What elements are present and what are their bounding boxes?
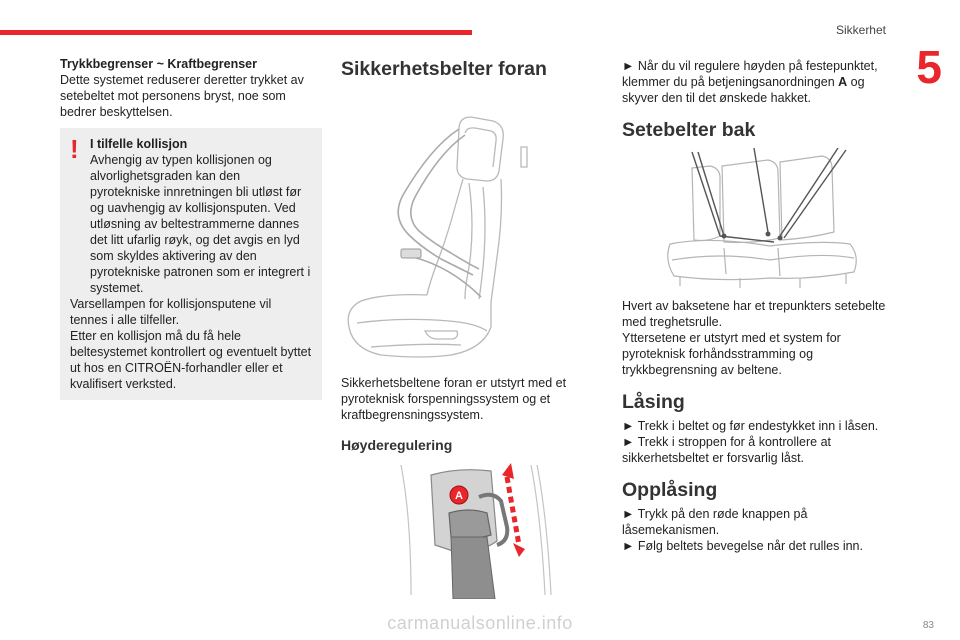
rear-belts-text-1: Hvert av baksetene har et trepunkters setebelte med treghetsrulle.: [622, 299, 886, 329]
rear-belts-text-2: Yttersetene er utstyrt med et system for pyroteknisk forhåndsstramming og trykkbegrensning av beltene.: [622, 331, 841, 377]
chapter-number: 5: [916, 41, 942, 93]
front-belts-text: Sikkerhetsbeltene foran er utstyrt med et pyroteknisk forspenningssystem og et kraftbegrensningssystem.: [341, 376, 567, 422]
instruction-key-a: A: [838, 75, 848, 89]
section-title: Sikkerhet: [835, 23, 886, 37]
top-red-bar: [0, 30, 472, 35]
height-adjuster-illustration: [341, 457, 571, 599]
locking-title: Låsing: [622, 391, 685, 413]
height-adjust-instruction: [622, 58, 887, 106]
pressure-limiter-text: Dette systemet reduserer deretter trykket av setebeltet mot personens bryst, noe som bedrer beskyttelsen.: [60, 73, 304, 119]
right-column: [622, 58, 887, 562]
instruction-text-end: og skyver den til det ønskede hakket.: [622, 75, 865, 105]
warning-title: I tilfelle kollisjon: [90, 137, 188, 151]
middle-column: [341, 57, 571, 599]
marker-a-label: A: [455, 490, 463, 502]
instruction-text-start: ► Når du vil regulere høyden på festepunktet, klemmer du på betjeningsanordningen: [622, 59, 878, 89]
locking-step-2: ► Trekk i stroppen for å kontrollere at sikkerhetsbeltet er forsvarlig låst.: [622, 435, 831, 465]
warning-paragraph-1: Avhengig av typen kollisjonen og alvorlighetsgraden kan den pyrotekniske innretningen bli utløst før og uavhengig av kollisjonsputen. Ved utløsning av beltestrammerne dannes det litt ufarlig røyk, og det avgis en lyd som skyldes aktivering av den pyrotekniske patronen som er integrert i systemet.: [90, 153, 311, 295]
warning-paragraph-2: Varsellampen for kollisjonsputene vil tennes i alle tilfeller.: [70, 297, 272, 327]
unlocking-title: Opplåsing: [622, 479, 718, 501]
warning-paragraph-3: Etter en kollisjon må du få hele beltesystemet kontrollert og eventuelt byttet ut hos en CITROËN-forhandler eller et kvalifisert verksted.: [70, 329, 312, 391]
unlocking-step-1: ► Trykk på den røde knappen på låsemekanismen.: [622, 507, 808, 537]
pressure-limiter-heading: Trykkbegrenser ~ Kraftbegrenser: [60, 57, 257, 71]
left-column: [60, 56, 322, 400]
page-number: 83: [922, 620, 934, 631]
rear-seats-illustration: [650, 148, 880, 290]
rear-belts-title: Setebelter bak: [622, 119, 756, 141]
locking-step-1: ► Trekk i beltet og før endestykket inn i låsen.: [622, 419, 879, 433]
height-adjust-title: Høyderegulering: [341, 437, 453, 453]
front-belts-title: Sikkerhetsbelter foran: [341, 58, 547, 80]
watermark: carmanualsonline.info: [387, 613, 573, 633]
unlocking-step-2: ► Følg beltets bevegelse når det rulles inn.: [622, 539, 863, 553]
front-seat-illustration: [341, 87, 571, 369]
warning-box: [60, 128, 322, 400]
warning-exclamation-icon: !: [70, 134, 79, 164]
